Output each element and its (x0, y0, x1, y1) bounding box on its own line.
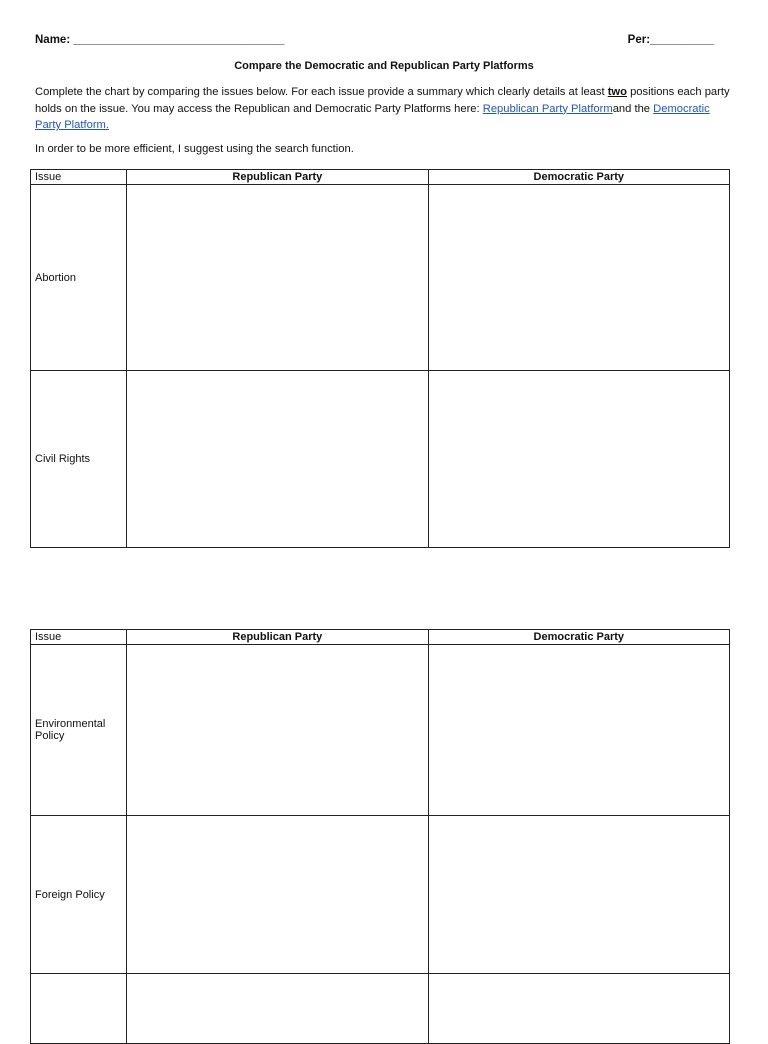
name-label: Name: (35, 34, 71, 46)
issue-label: Environmental Policy (35, 718, 106, 742)
democratic-answer-cell[interactable] (428, 816, 729, 974)
table-row (31, 185, 730, 371)
democratic-platform-link[interactable]: Democratic Party Platform. (35, 102, 710, 131)
democratic-answer-cell[interactable] (428, 645, 729, 816)
democratic-column-header: Democratic Party (428, 630, 729, 645)
period-label: Per: (627, 34, 651, 46)
name-blank[interactable]: _________________________________ (73, 34, 285, 46)
issue-column-header: Issue (31, 170, 127, 185)
table-row (31, 974, 730, 1044)
democratic-column-header: Democratic Party (428, 170, 729, 185)
period-field[interactable] (628, 34, 714, 46)
name-field[interactable] (35, 34, 284, 46)
instructions-text-2: positions each party holds on the issue. You may access the Republican and Democratic Party Platforms here: (35, 86, 730, 115)
democratic-answer-cell[interactable] (428, 185, 729, 371)
issue-cell: Abortion (31, 185, 127, 371)
table-header-row (31, 170, 730, 185)
republican-answer-cell[interactable] (127, 645, 428, 816)
header-line (35, 34, 714, 52)
republican-platform-link[interactable]: Republican Party Platform (482, 102, 613, 115)
democratic-answer-cell[interactable] (428, 371, 729, 548)
table-row (31, 816, 730, 974)
republican-answer-cell[interactable] (127, 185, 428, 371)
period-blank[interactable]: __________ (650, 34, 714, 46)
instructions-emphasis: two (607, 86, 627, 98)
republican-column-header: Republican Party (127, 170, 428, 185)
republican-answer-cell[interactable] (127, 974, 428, 1044)
issue-column-header: Issue (31, 630, 127, 645)
democratic-answer-cell[interactable] (428, 974, 729, 1044)
instructions-text-1: Complete the chart by comparing the issues below. For each issue provide a summary which clearly details at least (35, 86, 608, 98)
instructions-and: and the (612, 102, 654, 115)
comparison-table-1 (30, 169, 730, 548)
table-header-row (31, 630, 730, 645)
page-title: Compare the Democratic and Republican Party Platforms (234, 60, 534, 72)
comparison-table-2 (30, 629, 730, 1044)
issue-cell (31, 974, 127, 1044)
issue-cell: Civil Rights (31, 371, 127, 548)
republican-column-header: Republican Party (127, 630, 428, 645)
table-row (31, 645, 730, 816)
table-row (31, 371, 730, 548)
republican-answer-cell[interactable] (127, 371, 428, 548)
instructions-paragraph (35, 84, 730, 134)
tip-text: In order to be more efficient, I suggest using the search function. (35, 143, 354, 155)
issue-cell: Foreign Policy (31, 816, 127, 974)
issue-cell (31, 645, 127, 816)
republican-answer-cell[interactable] (127, 816, 428, 974)
